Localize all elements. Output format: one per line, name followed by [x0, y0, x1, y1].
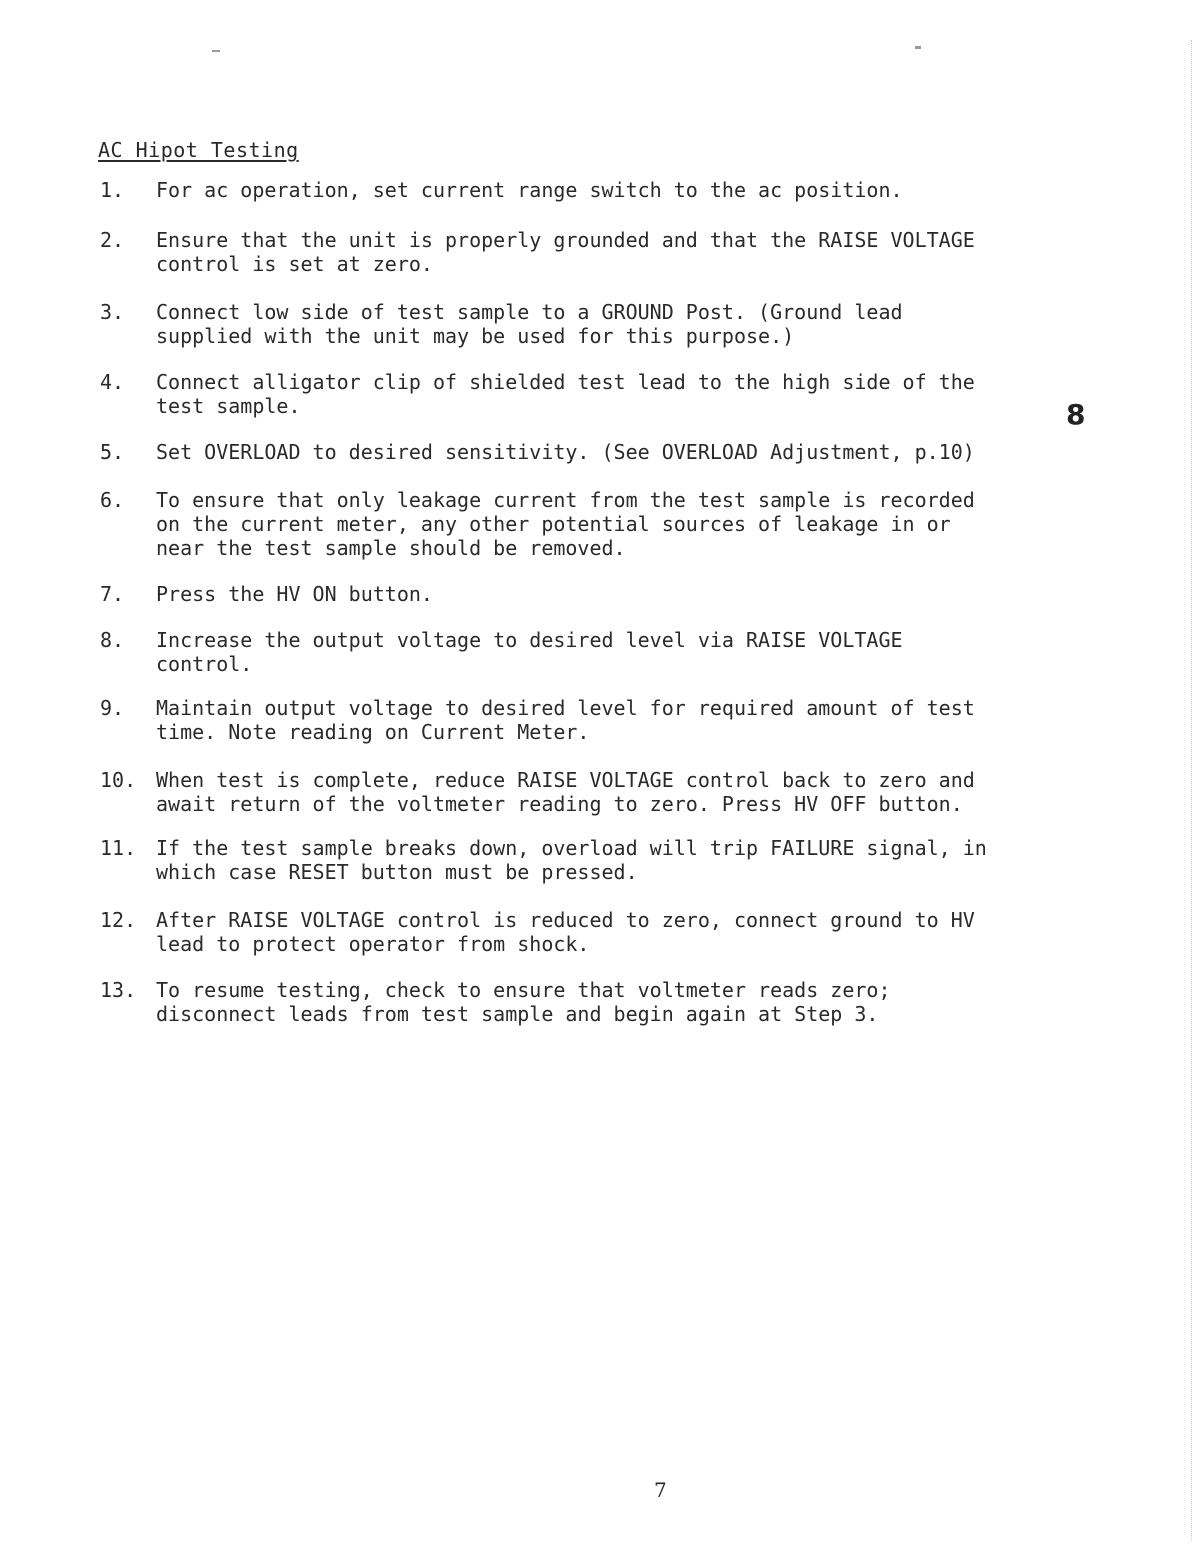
step-number: 3. [100, 300, 125, 324]
step-number: 9. [100, 696, 125, 720]
step-number: 2. [100, 228, 125, 252]
page-number: 7 [654, 1478, 667, 1502]
scan-speck [212, 50, 220, 52]
step-number: 6. [100, 488, 125, 512]
handwritten-correction: 8 [1066, 398, 1086, 431]
step-text: Set OVERLOAD to desired sensitivity. (See OVERLOAD Adjustment, p.10) [156, 440, 975, 464]
section-heading: AC Hipot Testing [98, 138, 299, 162]
scan-edge [1191, 40, 1198, 1540]
step-text: For ac operation, set current range switch to the ac position. [156, 178, 903, 202]
step-number: 10. [100, 768, 137, 792]
scan-speck [915, 46, 921, 49]
step-number: 1. [100, 178, 125, 202]
step-text: To resume testing, check to ensure that voltmeter reads zero; disconnect leads from test sample and begin again at Step 3. [156, 978, 891, 1026]
step-text: Connect alligator clip of shielded test lead to the high side of the test sample. [156, 370, 975, 418]
step-number: 11. [100, 836, 137, 860]
step-number: 13. [100, 978, 137, 1002]
step-text: Increase the output voltage to desired level via RAISE VOLTAGE control. [156, 628, 903, 676]
step-number: 12. [100, 908, 137, 932]
step-text: After RAISE VOLTAGE control is reduced to zero, connect ground to HV lead to protect operator from shock. [156, 908, 975, 956]
step-text: When test is complete, reduce RAISE VOLTAGE control back to zero and await return of the voltmeter reading to zero. Press HV OFF button. [156, 768, 975, 816]
step-number: 4. [100, 370, 125, 394]
step-text: Press the HV ON button. [156, 582, 433, 606]
step-number: 7. [100, 582, 125, 606]
step-number: 8. [100, 628, 125, 652]
step-text: Connect low side of test sample to a GROUND Post. (Ground lead supplied with the unit may be used for this purpose.) [156, 300, 903, 348]
step-text: Maintain output voltage to desired level for required amount of test time. Note reading on Current Meter. [156, 696, 975, 744]
step-text: To ensure that only leakage current from the test sample is recorded on the current meter, any other potential sources of leakage in or near the test sample should be removed. [156, 488, 975, 560]
step-number: 5. [100, 440, 125, 464]
step-text: Ensure that the unit is properly grounded and that the RAISE VOLTAGE control is set at zero. [156, 228, 975, 276]
step-text: If the test sample breaks down, overload will trip FAILURE signal, in which case RESET button must be pressed. [156, 836, 987, 884]
